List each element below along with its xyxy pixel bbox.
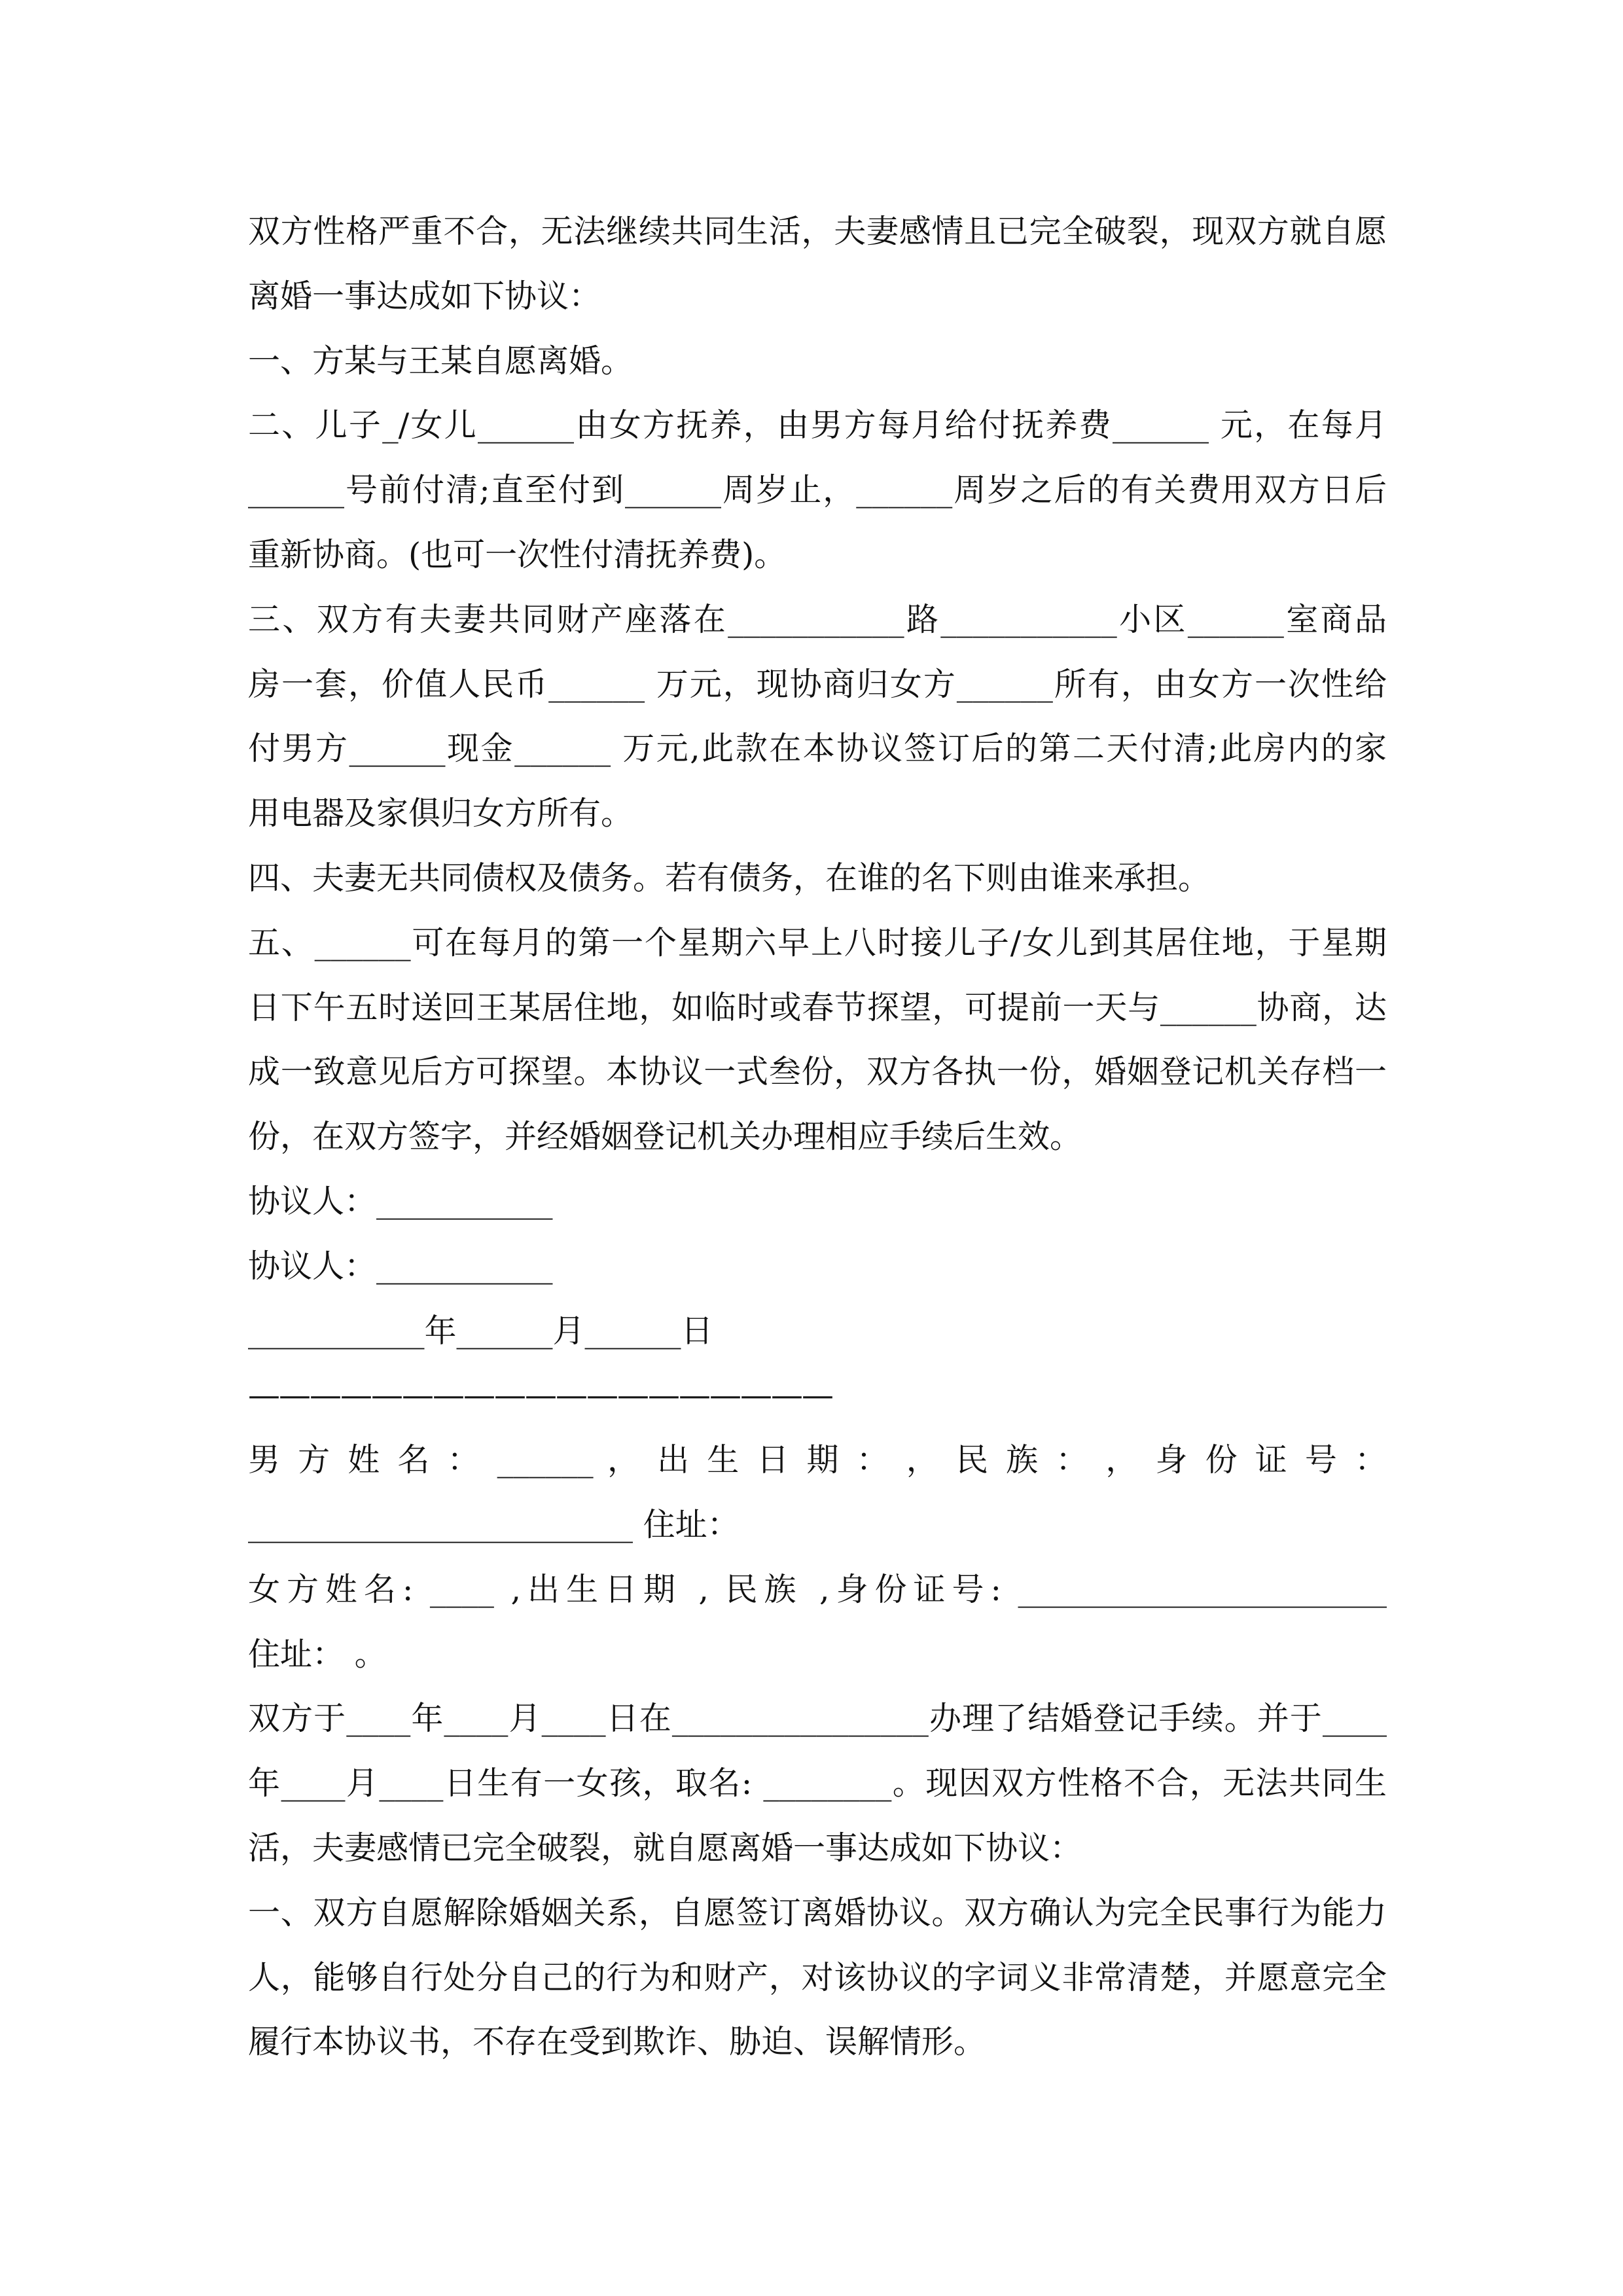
- paragraph-line: 用电器及家俱归女方所有。: [248, 795, 633, 833]
- agreement-document: [248, 200, 1387, 2075]
- signatory-1: 协议人：___________: [248, 1182, 553, 1220]
- paragraph-line: ______号前付清;直至付到______周岁止，______周岁之后的有关费用双方日后: [248, 471, 1387, 509]
- separator-line: ———————————————————: [248, 1376, 832, 1414]
- female-party-address: 住址： 。: [248, 1635, 387, 1673]
- male-party-info: 男 方 姓 名 ： ______ ， 出 生 日 期 ： ， 民 族 ： ， 身 份 证 号 ：: [248, 1441, 1387, 1479]
- clause-1: 一、方某与王某自愿离婚。: [248, 342, 633, 380]
- paragraph-line: 年____月____日生有一女孩，取名: ________。现因双方性格不合，无法共同生: [248, 1765, 1387, 1803]
- signatory-2: 协议人：___________: [248, 1247, 553, 1285]
- clause-1-second: 一、双方自愿解除婚姻关系，自愿签订离婚协议。双方确认为完全民事行为能力: [248, 1893, 1387, 1931]
- paragraph-line: 人，能够自行处分自己的行为和财产，对该协议的字词义非常清楚，并愿意完全: [248, 1958, 1387, 1996]
- paragraph-line: 份，在双方签字，并经婚姻登记机关办理相应手续后生效。: [248, 1118, 1082, 1156]
- clause-4: 四、夫妻无共同债权及债务。若有债务，在谁的名下则由谁来承担。: [248, 859, 1211, 897]
- paragraph-line: 日下午五时送回王某居住地，如临时或春节探望，可提前一天与______协商，达: [248, 988, 1387, 1026]
- date-line: ___________年______月______日: [248, 1312, 713, 1350]
- paragraph-line: 房一套，价值人民币______ 万元，现协商归女方______所有，由女方一次性给: [248, 665, 1387, 703]
- clause-2: 二、儿子_/女儿______由女方抚养，由男方每月给付抚养费______ 元，在每月: [248, 406, 1387, 444]
- paragraph-line: 付男方______现金______ 万元,此款在本协议签订后的第二天付清;此房内的家: [248, 730, 1387, 768]
- paragraph-line: 重新协商。(也可一次性付清抚养费)。: [248, 535, 787, 573]
- female-party-info: 女方姓名: ____ ,出生日期 , 民族 ,身份证号: _______________________: [248, 1570, 1387, 1608]
- clause-3: 三、双方有夫妻共同财产座落在___________路___________小区______室商品: [248, 600, 1387, 638]
- marriage-info: 双方于____年____月____日在________________办理了结婚登记手续。并于____: [248, 1700, 1387, 1738]
- paragraph-line: 成一致意见后方可探望。本协议一式叁份，双方各执一份，婚姻登记机关存档一: [248, 1053, 1387, 1091]
- male-party-address: ________________________ 住址：: [248, 1505, 740, 1543]
- paragraph-line: 双方性格严重不合，无法继续共同生活，夫妻感情且已完全破裂，现双方就自愿: [248, 213, 1387, 250]
- paragraph-line: 活，夫妻感情已完全破裂，就自愿离婚一事达成如下协议：: [248, 1829, 1082, 1867]
- paragraph-line: 履行本协议书，不存在受到欺诈、胁迫、误解情形。: [248, 2023, 986, 2061]
- paragraph-line: 离婚一事达成如下协议：: [248, 277, 601, 315]
- clause-5: 五、______可在每月的第一个星期六早上八时接儿子/女儿到其居住地，于星期: [248, 924, 1387, 961]
